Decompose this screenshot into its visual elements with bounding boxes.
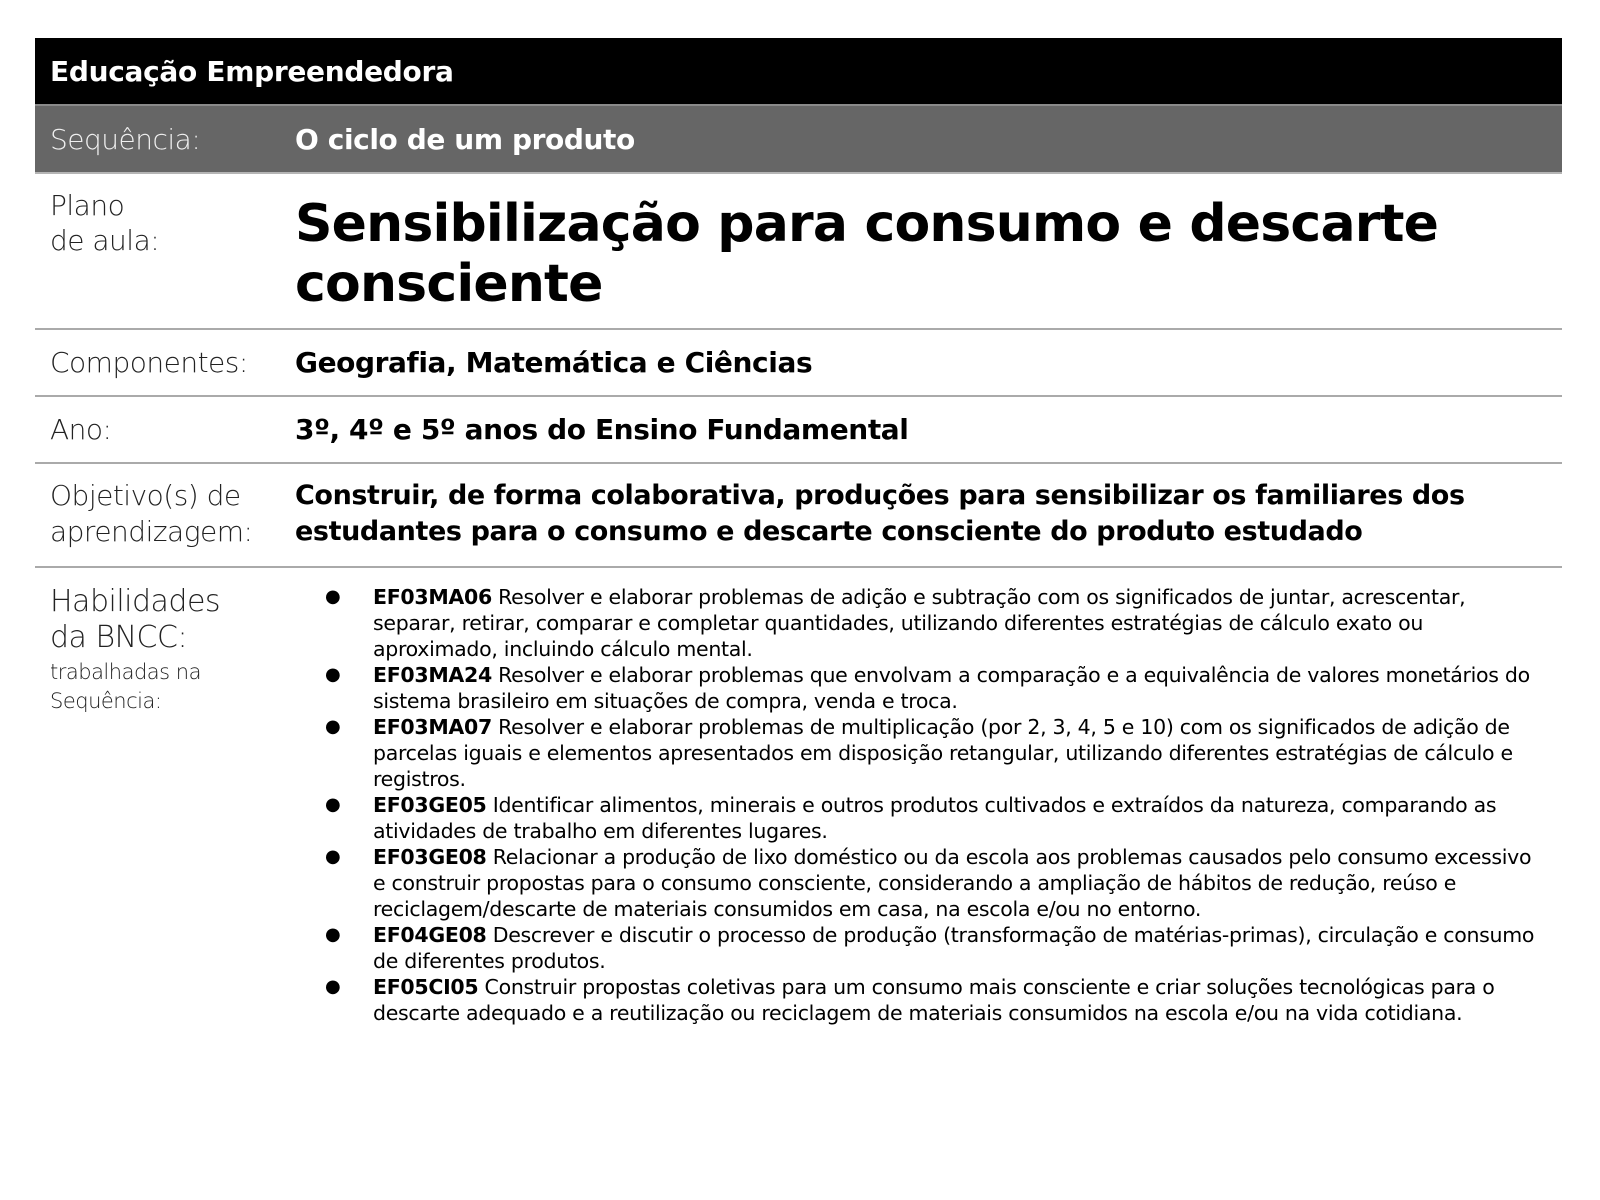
lesson-plan-row xyxy=(35,174,1562,330)
lesson-plan-sheet xyxy=(35,38,1562,1026)
objective-label-line2: aprendizagem: xyxy=(50,515,253,548)
skill-text: Resolver e elaborar problemas de adição e subtração com os significados de juntar, acrescentar, separar, retirar, comparar e completar quantidades, utilizando diferentes estratégias de cálculo exato ou aproximado, incluindo cálculo mental. xyxy=(373,585,1466,661)
skills-row xyxy=(35,568,1562,1026)
skill-code: EF03GE05 xyxy=(373,793,487,817)
bullet-icon: ● xyxy=(325,846,341,867)
skill-text: Identificar alimentos, minerais e outros produtos cultivados e extraídos da natureza, comparando as atividades de trabalho em diferentes lugares. xyxy=(373,793,1497,843)
objective-value: Construir, de forma colaborativa, produções para sensibilizar os familiares dos estudantes para o consumo e descarte consciente do produto estudado xyxy=(295,480,1465,547)
year-label: Ano: xyxy=(50,413,112,446)
components-value: Geografia, Matemática e Ciências xyxy=(295,346,813,379)
objective-label xyxy=(35,478,295,566)
skill-code: EF03GE08 xyxy=(373,845,487,869)
skill-item xyxy=(325,974,1542,1026)
lesson-plan-title: Sensibilização para consumo e descarte consciente xyxy=(295,194,1439,314)
skill-code: EF03MA06 xyxy=(373,585,492,609)
bullet-icon: ● xyxy=(325,716,341,737)
skills-sublabel-line2: Sequência: xyxy=(50,689,162,713)
skill-item xyxy=(325,792,1542,844)
skills-label xyxy=(35,584,295,1026)
sequence-value: O ciclo de um produto xyxy=(295,122,635,156)
bullet-icon: ● xyxy=(325,924,341,945)
skill-code: EF03MA24 xyxy=(373,663,492,687)
skills-list xyxy=(295,584,1542,1026)
sequence-row xyxy=(35,104,1562,174)
lesson-plan-label-line2: de aula: xyxy=(50,224,160,257)
bullet-icon: ● xyxy=(325,976,341,997)
bullet-icon: ● xyxy=(325,664,341,685)
components-row xyxy=(35,330,1562,397)
year-row xyxy=(35,397,1562,464)
skill-item xyxy=(325,922,1542,974)
skill-text: Resolver e elaborar problemas de multiplicação (por 2, 3, 4, 5 e 10) com os significados de adição de parcelas iguais e elementos apresentados em disposição retangular, utilizando diferentes estratégias de cálculo e registros. xyxy=(373,715,1513,791)
skill-text: Relacionar a produção de lixo doméstico ou da escola aos problemas causados pelo consumo excessivo e construir propostas para o consumo consciente, considerando a ampliação de hábitos de redução, reúso e reciclagem/descarte de materiais consumidos em casa, na escola e/ou no entorno. xyxy=(373,845,1532,921)
skills-label-main xyxy=(50,584,295,656)
sequence-label: Sequência: xyxy=(50,122,201,156)
skills-label-line2: da BNCC: xyxy=(50,620,188,655)
bullet-icon: ● xyxy=(325,794,341,815)
skill-text: Descrever e discutir o processo de produção (transformação de matérias-primas), circulação e consumo de diferentes produtos. xyxy=(373,923,1535,973)
skills-label-line1: Habilidades xyxy=(50,584,221,619)
skill-text: Construir propostas coletivas para um consumo mais consciente e criar soluções tecnológicas para o descarte adequado e a reutilização ou reciclagem de materiais consumidos na escola e/ou na vida cotidiana. xyxy=(373,975,1495,1025)
components-label: Componentes: xyxy=(50,346,248,379)
lesson-plan-label-line1: Plano xyxy=(50,189,125,222)
skill-item xyxy=(325,584,1542,662)
skill-item xyxy=(325,844,1542,922)
year-value: 3º, 4º e 5º anos do Ensino Fundamental xyxy=(295,413,909,446)
skills-value xyxy=(295,584,1562,1026)
skill-code: EF05CI05 xyxy=(373,975,479,999)
skill-item xyxy=(325,662,1542,714)
skill-code: EF03MA07 xyxy=(373,715,492,739)
lesson-plan-label xyxy=(35,188,295,328)
skill-item xyxy=(325,714,1542,792)
skills-sublabel-line1: trabalhadas na xyxy=(50,660,201,684)
header-bar xyxy=(35,38,1562,104)
program-title: Educação Empreendedora xyxy=(50,54,454,88)
objective-row xyxy=(35,464,1562,568)
bullet-icon: ● xyxy=(325,586,341,607)
skills-sublabel xyxy=(50,658,295,716)
skill-code: EF04GE08 xyxy=(373,923,487,947)
objective-label-line1: Objetivo(s) de xyxy=(50,479,241,512)
skill-text: Resolver e elaborar problemas que envolvam a comparação e a equivalência de valores monetários do sistema brasileiro em situações de compra, venda e troca. xyxy=(373,663,1530,713)
